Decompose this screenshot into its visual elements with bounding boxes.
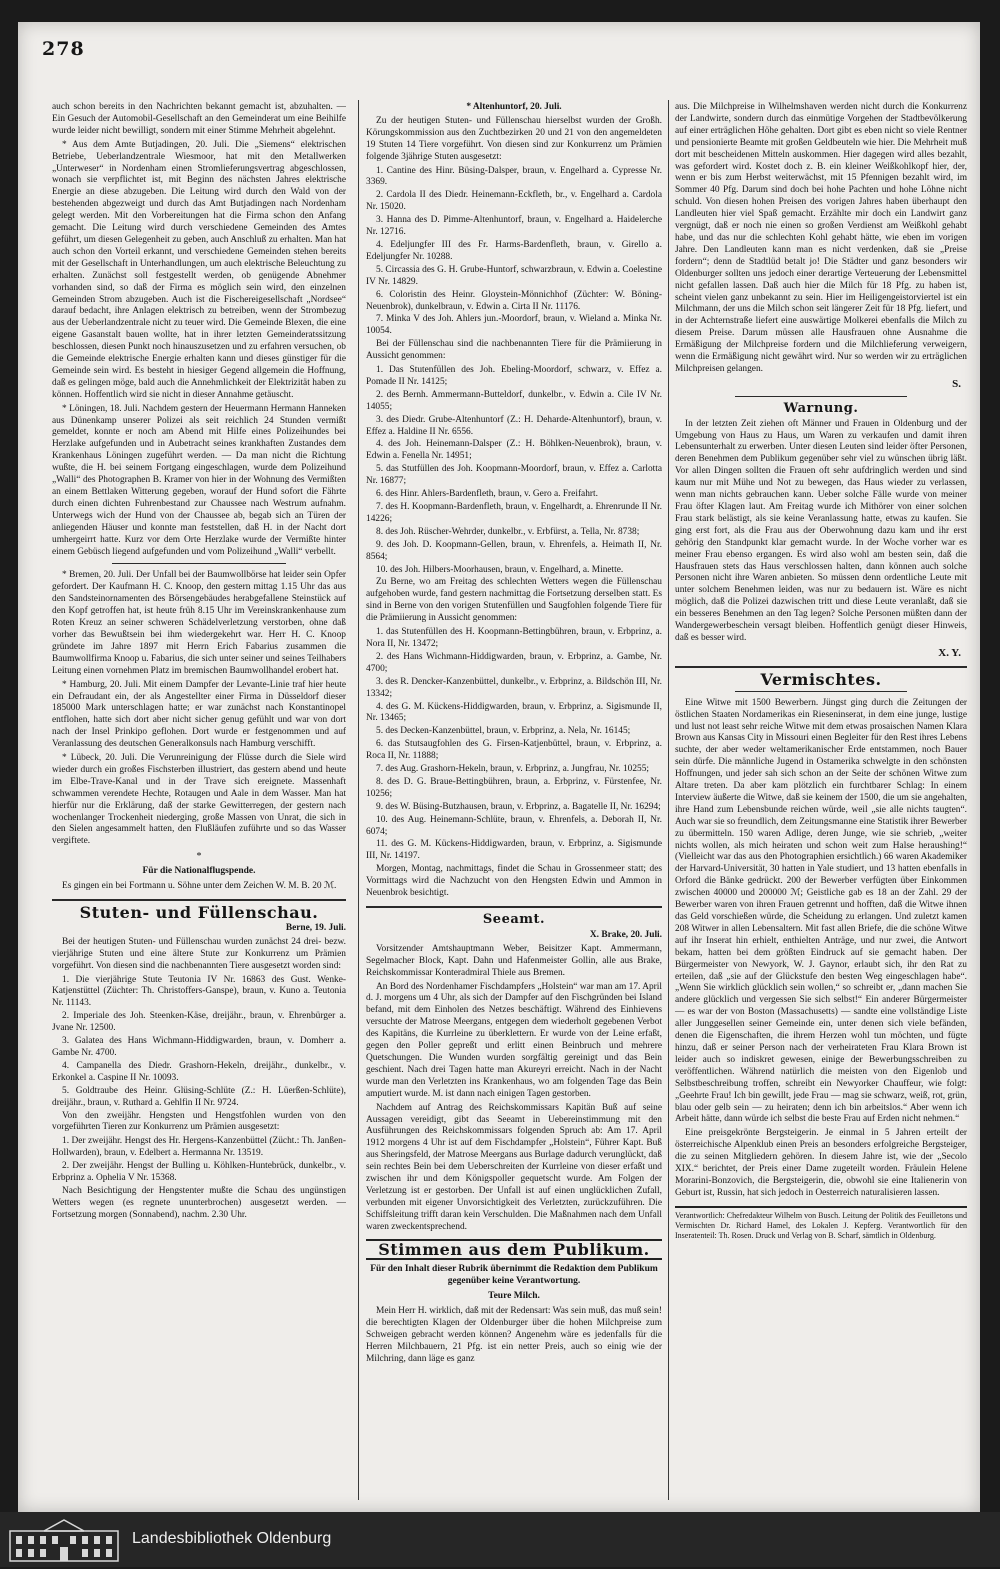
warnung-paragraph: In der letzten Zeit ziehen oft Männer und Frauen in Oldenburg und der Umgebung von Haus zu Haus, um Waren zu verkaufen und damit ihren Lebensunterhalt zu erwerben. Unter diesen Leuten sind leider öfter Personen, deren Benehmen dem Publikum gegenüber sehr viel zu wünschen übrig läßt. Vor allen Dingen sollten die Frauen oft sehr aufdringlich werden und sind kaum nur mit Mühe und Not zu bewegen, das Haus wieder zu verlassen, wenn man nichts gebrauchen kann. Ueber solche Fälle wurde von meiner Frau öfter Klagen laut. Am Freitag wurde ich Mithörer von einer solchen Frau stark belästigt, als sie keine Veranlassung hatte, etwas zu kaufen. Sie ging erst fort, als die Frau aus der Oberwohnung dazu kam und ihr erst gehörig den Standpunkt klar gemacht wurde. In der Woche vorher war es meiner Frau ebenso ergangen. Es wird also wohl am besten sein, daß die Hausfrauen stets das Haus verschlossen halten, dann können auch solche Personen nicht ihre Waren anbieten. So müssen denn ordentliche Leute mit unter solchem Benehmen leiden, was nur zu bedauern ist. Wäre es nicht möglich, daß die Polizei dazwischen tritt und diese Leute veranlaßt, daß sie ein besseres Benehmen an den Tag legen? Solche Personen müßten dann der Wandergewerbeschein versagt bleiben. Hoffentlich genügt dieser Hinweis, daß es besser wird. bbox=[675, 418, 967, 643]
list-item: 3. Galatea des Hans Wichmann-Hiddigwarden, braun, v. Domherr a. Gambe Nr. 4700. bbox=[52, 1036, 346, 1058]
list-item: 10. des Aug. Heinemann-Schlüte, braun, v. Ehrenfels, a. Deborah II, Nr. 6074; bbox=[366, 814, 662, 837]
list-item: 5. Goldtraube des Heinr. Glüsing-Schlüte (Z.: H. Lüerßen-Schlüte), dreijähr., braun, v. Ruthard a. Gehlfin II Nr. 9724. bbox=[52, 1085, 346, 1108]
stuten-dateline: Berne, 19. Juli. bbox=[285, 922, 346, 933]
article-automobile: auch schon bereits in den Nachrichten bekannt gemacht ist, abzuhalten. — Ein Gesuch der Automobil-Gesellschaft an den Gemeinderat um eine Beihilfe wurde leider nicht bewilligt, sondern mit einer Stimme Mehrheit abgelehnt. bbox=[52, 102, 346, 136]
column-1 bbox=[52, 102, 346, 1497]
list-item: 9. des Joh. D. Koopmann-Gellen, braun, v. Ehrenfels, a. Heimath II, Nr. 8564; bbox=[366, 539, 662, 562]
berne-paragraph: Zu Berne, wo am Freitag des schlechten Wetters wegen die Füllenschau aufgehoben wurde, fand gestern nachmittag die Fortsetzung derselben statt. Es sind in Berne von den vorigen Stutenfüllen und Saugfohlen folgende Tiere für die Prämiierung in Aussicht genommen: bbox=[366, 577, 662, 624]
stuten-heading: Stuten- und Füllenschau. bbox=[79, 903, 319, 922]
list-item: 7. des Aug. Grashorn-Hekeln, braun, v. Erbprinz, a. Jungfrau, Nr. 10255; bbox=[376, 764, 650, 775]
list-item: 2. Imperiale des Joh. Steenken-Käse, dreijähr., braun, v. Ehrenbürger a. Jvane Nr. 12500. bbox=[52, 1011, 346, 1034]
column-rule-1 bbox=[358, 100, 359, 1500]
imprint: Verantwortlich: Chefredakteur Wilhelm von Busch. Leitung der Politik des Feuilletons und Vermischten Dr. Richard Hamel, des Lokalen J. Kepferg. Verantwortlich für den Inseratenteil: Th. Rosen. Druck und Verlag von B. Scharf, sämtlich in Oldenburg. bbox=[675, 1206, 967, 1241]
list-item: 2. Der zweijähr. Hengst der Bulling u. Köhlken-Huntebrück, dunkelbr., v. Erbprinz a. Ophelia V Nr. 15368. bbox=[52, 1161, 346, 1184]
list-item: 11. des G. M. Kückens-Hiddigwarden, braun, v. Erbprinz, a. Sigismunde III, Nr. 14197. bbox=[366, 839, 662, 862]
divider bbox=[366, 906, 662, 908]
fund-heading: Für die Nationalflugspende. bbox=[142, 866, 256, 877]
list-item: 1. Der zweijähr. Hengst des Hr. Hergens-Kanzenbüttel (Zücht.: Th. Janßen-Hollwarden), braun, v. Edelbert a. Hermanna Nr. 13519. bbox=[52, 1136, 346, 1159]
milch-continuation: aus. Die Milchpreise in Wilhelmshaven werden nicht durch die Konkurrenz der Landwirte, sondern durch das einmütige Vorgehen der Stadtbevölkerung auf einer erträglichen Höhe gehalten. Dort gibt es eben nicht so viele Rentner und pensionierte Beamte mit großen Geldbeuteln wie hier. Die Mehrheit muß dort mit bescheidenen Mitteln auskommen. Hier dagegen wird alles bezahlt, was gefordert wird. Kostet doch z. B. ein kleiner Weißkohlkopf hier, der, wenn er bis zum Herbst weiterwächst, mit 15 Pfennigen bezahlt wird, im Sommer 40 Pfg. Darum sind doch bei hohe Pachten und hohe Löhne nicht schuld. Von diesen hohen Preisen des vorigen Jahres haben überhaupt den Landleuten hier viel Spaß gemacht. Erzählte mir doch ein Landwirt ganz vergnügt, daß er noch nie einen so großen Verdienst am Weißkohl gehabt habe, und das nur die schlechten Kohl gehabt hätte, wie eben im vorigen Jahre. Den Landleuten kann man es nicht verdenken, daß sie „Preise fordern“; denn de Stadtlüd betalt jo! Die Städter und ganz besonders wir Oldenburger sollten uns jedoch einer derartige Verteuerung der Lebensmittel nicht gefallen lassen. Daß auch hier die Milch für 18 Pfg. zu haben ist, scheint vielen ganz unbekannt zu sein. Hier im Heiligengeistorviertel ist ein Milchmann, der uns die Milch schon seit längerer Zeit für 18 Pfg. liefert, und in der Achternstraße liefert eine auswärtige Molkerei ebenfalls die Milch zu diesem Preise. Darum müssen alle Hausfrauen ohne Ausnahme die Ermäßigung der Milchpreise fordern und die Milchlieferung verweigern, wenn die Ermäßigung nicht gewährt wird. Nur so werden wir zu erträglichen Milchpreisen gelangen. bbox=[675, 102, 967, 374]
teure-milch-paragraph: Mein Herr H. wirklich, daß mit der Redensart: Was sein muß, das muß sein! die berechtigten Klagen der Oldenburger über die hohen Milchpreise zum Schweigen gebracht werden können? Angenehm wäre es jedenfalls für die Herren Milchbauern, 21 Pfg. ist ein netter Preis, auch so einig wie der Milchring, dann läge es ganz bbox=[366, 1306, 662, 1364]
fund-text: Es gingen ein bei Fortmann u. Söhne unter dem Zeichen W. M. B. 20 ℳ. bbox=[62, 881, 337, 892]
divider bbox=[52, 899, 346, 901]
list-item: 5. des Decken-Kanzenbüttel, braun, v. Erbprinz, a. Nela, Nr. 16145; bbox=[376, 726, 631, 737]
seeamt-paragraph: An Bord des Nordenhamer Fischdampfers „Holstein“ war man am 17. April d. J. morgens um 4 Uhr, als sich der Dampfer auf den Fischgründen bei Island befand, mit dem Einholen des Netzes beschäftigt. Während des Einhievens versuchte der Matrose Meergans, entgegen dem wiederholt gegebenen Verbot des Kapitäns, die Kurrleine zu überklettern. Er wurde von der Leine erfaßt, gegen den Poller gepreßt und erlitt einen Beinbruch und mehrere Quetschungen. Die Wunden wurden sorgfältig gereinigt und das Bein geschient. Nach drei Tagen hatte man Akureyri erreicht. Nach in der Nacht wurde man den Verletzten ins Krankenhaus, wo am folgenden Tage das Bein amputiert wurde. M. ist dann nach einigen Tagen gestorben. bbox=[366, 981, 662, 1099]
list-item: 3. des R. Dencker-Kanzenbüttel, dunkelbr., v. Erbprinz, a. Bildschön III, Nr. 13342; bbox=[366, 676, 662, 699]
star-divider: * bbox=[196, 851, 202, 863]
list-item: 6. des Hinr. Ahlers-Bardenfleth, braun, v. Gero a. Freifahrt. bbox=[376, 489, 598, 500]
list-item: 9. des W. Büsing-Butzhausen, braun, v. Erbprinz, a. Bagatelle II, Nr. 16294; bbox=[376, 801, 661, 812]
signature: S. bbox=[952, 377, 961, 390]
list-item: 7. des H. Koopmann-Bardenfleth, braun, v. Engelhardt, a. Ehrenrunde II Nr. 14226; bbox=[366, 502, 662, 524]
list-item: 4. Campanella des Diedr. Grashorn-Hekeln, dreijähr., dunkelbr., v. Erkonkel a. Caspine II Nr. 10093. bbox=[52, 1060, 346, 1083]
stimmen-note: Für den Inhalt dieser Rubrik übernimmt die Redaktion dem Publikum gegenüber keine Verantwortung. bbox=[370, 1264, 658, 1287]
altenhuntorf-intro-2: Bei der Füllenschau sind die nachbenannten Tiere für die Prämiierung in Aussicht genommen: bbox=[366, 339, 662, 362]
list-item: 1. das Stutenfüllen des H. Koopmann-Bettingbühren, braun, v. Erbprinz, a. Nora II, Nr. 13472; bbox=[366, 627, 662, 649]
list-item: 5. das Stutfüllen des Joh. Koopmann-Moordorf, braun, v. Effez a. Carlotta Nr. 16877; bbox=[366, 464, 662, 487]
column-rule-2 bbox=[668, 100, 669, 1500]
stuten-hengst-intro: Von den zweijähr. Hengsten und Hengstfohlen wurden von den vorgeführten Tieren zur Konkurrenz um Prämien ausgesetzt: bbox=[52, 1110, 346, 1133]
vermischtes-paragraph: Eine preisgekrönte Bergsteigerin. Je einmal in 5 Jahren erteilt der österreichische Alpenklub einen Preis an besonders erfolgreiche Bergsteiger, die zu seinen Mitgliedern gehören. In diesem Jahre ist, wie der „Secolo XIX.“ berichtet, der Preis einer Dame zugeteilt worden. Fräulein Helene Morarini-Bonzovich, die Bergsteigerin, die, obwohl sie eine Italienerin von Geburt ist, Russin, hat sich jedoch in Oesterreich naturalisieren lassen. bbox=[675, 1128, 967, 1198]
list-item: 2. des Hans Wichmann-Hiddigwarden, braun, v. Erbprinz, a. Gambe, Nr. 4700; bbox=[366, 651, 662, 674]
teure-milch-heading: Teure Milch. bbox=[488, 1291, 540, 1302]
stuten-end: Nach Besichtigung der Hengstenter mußte die Schau des ungünstigen Wetters wegen (es regnete ununterbrochen) ausgesetzt werden. — Fortsetzung morgen (Sonnabend), nachm. 2.30 Uhr. bbox=[52, 1185, 346, 1220]
building-icon bbox=[4, 1517, 124, 1565]
divider bbox=[735, 691, 907, 692]
list-item: 10. des Joh. Hilbers-Moorhausen, braun, v. Engelhard, a. Minette. bbox=[376, 564, 624, 575]
list-item: 8. des Joh. Rüscher-Wehrder, dunkelbr., v. Erbfürst, a. Tella, Nr. 8738; bbox=[376, 526, 640, 537]
seeamt-dateline: X. Brake, 20. Juli. bbox=[589, 929, 662, 940]
stimmen-heading: Stimmen aus dem Publikum. bbox=[366, 1239, 662, 1261]
altenhuntorf-intro: Zu der heutigen Stuten- und Füllenschau hierselbst wurden der Großh. Körungskommission aus den Zuchtbezirken 20 und 21 von den angemeldeten 19 Stuten 14 Tiere vorgeführt. Von diesen sind zur Konkurrenz um Prämien folgende 3jährige Stuten ausgesetzt: bbox=[366, 115, 662, 162]
divider bbox=[675, 666, 967, 668]
divider bbox=[735, 396, 907, 397]
seeamt-heading: Seeamt. bbox=[482, 912, 546, 927]
berne-end: Morgen, Montag, nachmittags, findet die Schau in Grossenmeer statt; des Vormittags wird die Nachzucht von den Hengsten Edwin und Ammon in Neuenbrok besichtigt. bbox=[366, 864, 662, 899]
signature: X. Y. bbox=[938, 646, 961, 659]
vermischtes-heading: Vermischtes. bbox=[760, 669, 882, 689]
vermischtes-paragraph: Eine Witwe mit 1500 Bewerbern. Jüngst ging durch die Zeitungen der östlichen Staaten Nordamerikas ein Rieseninserat, in dem eine junge, lustige und lust not least sehr reiche Witwe mit dem etwas prosaischen Namen Klara Brown aus Kansas City in Missouri einen Begleiter für den Rest ihres Lebens suchte, der aber weder weltamerikanischer Erde entstammen, noch Bauer sein dürfe. Die männliche Jugend in Ostamerika schwelgte in den schönsten Hoffnungen, und jeder sah sich schon an der Seite der schönen Witwe zum Altare treten. Da aber kam plötzlich ein furchtbarer Schlag: In einem Interview äußerte die Witwe, daß sie keinem der 1500, die um sie angehalten, ihre Hand zum Lebensbunde reichen würde, weil „sie alle nichts taugten“. Auch war sie so freundlich, dem Zeitungsmanne eine Statistik ihrer Bewerber zu übermitteln. 150 waren Adlige, deren Junge, wie sie schrieb, „weiter nichts wollen, als mich heiraten und schon weit zum Halse heraushing!“ (Vielleicht war das aus den Photographien ersichtlich.) 66 waren Akademiker der Harvard-Universität, 30 hatten in Yale studiert, und 13 hatten ebenfalls in Orford die Bänke gedrückt. 200 der Bewerber verfügten über Einkommen zwischen 40000 und 200000 ℳ; Geistliche gab es 18 an der Zahl. 29 der Bewerber waren von ihren Frauen getrennt und hofften, daß die Witwe ihnen das Geld vorschießen würde, die Scheidung zu erlangen. Und zuletzt kamen 208 Witwer in allen Lebensaltern. Mit fast allen Briefe, die die schöne Witwe auf ihr Inserat hin erhielt, enthielten Anträge, und nur zwei, die Antwort bekam, hatten bei dem größten Eindruck auf sie gemacht haben. Der Bürgermeister von Newyork, W. J. Gaynor, erlaubt sich, ihr den Rat zu erteilen, daß „sie auf der Glückstufe den besten Weg eingeschlagen habe“. „Wenn Sie wirklich glücklich sein wollen,“ so schreibt er, „dann machen Sie andere glücklich und vergessen Sie sich selbst!“ Ein anderer Bürgermeister — es war der von Boston (Massachusetts) — sandte eine vollständige Liste aller Junggesellen seiner Gemeinde ein, unter denen sich viele befänden, denen die Eigenschaften, die ihrem Herzen wohl tun möchten, und fügte hinzu, daß er seiner Person nach der verheirateten Frau Klara Brown ist leider auch so indiskret gewesen, einige der Bewerbungsschreiben zu veröffentlichen. Während natürlich die meisten von den Eigenlob und Selbstbeschreibung troffen, schreibt ein Newyorker Chauffeur, wie folgt: „Geehrte Frau! Ich bin gewillt, jede Frau — mag sie schwarz, weiß, rot, grün, blau oder gelb sein — zu heiraten; denn ich bin arbeitslos.“ Aber wenn ich Arbeit hätte, dann würde ich selbst die beste Frau auf Erden nicht nehmen.“ bbox=[675, 697, 967, 1125]
newspaper-page bbox=[18, 22, 980, 1512]
list-item: 4. des G. M. Kückens-Hiddigwarden, braun, v. Erbprinz, a. Sigismunde II, Nr. 13465; bbox=[366, 701, 662, 724]
list-item: 3. des Diedr. Grube-Altenhuntorf (Z.: H. Deharde-Altenhuntorf), braun, v. Effez a. Haldine II Nr. 6556. bbox=[366, 414, 662, 437]
list-item: 1. Die vierjährige Stute Teutonia IV Nr. 16863 des Gust. Wenke-Katjenstüttel (Züchter: Th. Christoffers-Ganspe), braun, v. Kuno a. Teutonia Nr. 11143. bbox=[52, 974, 346, 1009]
list-item: 1. Cantine des Hinr. Büsing-Dalsper, braun, v. Engelhard a. Cypresse Nr. 3369. bbox=[366, 165, 662, 188]
list-item: 2. des Bernh. Ammermann-Butteldorf, dunkelbr., v. Edwin a. Cile IV Nr. 14055; bbox=[366, 389, 662, 412]
list-item: 2. Cardola II des Diedr. Heinemann-Eckfleth, br., v. Engelhard a. Cardola Nr. 15020. bbox=[366, 190, 662, 213]
altenhuntorf-dateline: * Altenhuntorf, 20. Juli. bbox=[466, 102, 562, 112]
divider bbox=[112, 563, 286, 564]
list-item: 4. des Joh. Heinemann-Dalsper (Z.: H. Böhlken-Neuenbrok), braun, v. Edwin a. Fenella Nr. 14951; bbox=[366, 439, 662, 462]
page-number: 278 bbox=[42, 38, 85, 60]
warnung-heading: Warnung. bbox=[783, 400, 859, 416]
list-item: 5. Circassia des G. H. Grube-Huntorf, schwarzbraun, v. Edwin a. Coelestine IV Nr. 14829. bbox=[366, 264, 662, 287]
article-luebeck: * Lübeck, 20. Juli. Die Verunreinigung der Flüsse durch die Siele wird wieder durch ein großes Fischsterben illustriert, das gestern abend und heute im Elbe-Trave-Kanal und in der Trave sich ereignete. Massenhaft schwammen verendete Hechte, Rotaugen und Aale in dem Wasser. Man hat hierfür nur die Erklärung, daß der starke Gewitterregen, der gestern nach wochenlanger Trockenheit niederging, große Massen von Unrat, die sich in den Sielen angesammelt hatten, den Flußläufen zuführte und so das Wasser vergiftete. bbox=[52, 753, 346, 847]
seeamt-paragraph: Nachdem auf Antrag des Reichskommissars Kapitän Buß auf seine Aussagen vereidigt, gibt das Seeamt in Uebereinstimmung mit den Ausführungen des Reichskommissars folgenden Spruch ab: Am 17. April 1912 morgens 4 Uhr ist auf dem Fischdampfer „Holstein“, Führer Kapt. Buß aus Sheringsfeld, der Matrose Meergans aus Burlage dadurch verunglückt, daß sein rechtes Bein bei dem Ueberschreiten der Kurrleine von dieser erfaßt und zwischen ihr und dem Königspoller gequetscht wurde. Am Folgen der Verletzung ist er gestorben. Der Unfall ist auf einen unglücklichen Zufall, verbunden mit eigener Unvorsichtigkeit des Verletzten, zurückzuführen. Die Schiffsleitung trifft daran kein Verschulden. Die Maßnahmen nach dem Unfall waren zweckentsprechend. bbox=[366, 1102, 662, 1232]
article-hamburg: * Hamburg, 20. Juli. Mit einem Dampfer der Levante-Linie traf hier heute ein Defraudant ein, der als Angestellter einer Firma in Düsseldorf dieser 185000 Mark unterschlagen hatte; er war zunächst nach Konstantinopel entflohen, hatte sich dort aber nicht sicher genug gefühlt und war von dort nach der Insel Prinkipo geflohen. Dort wurde er festgenommen und auf Veranlassung des deutschen Generalkonsuls nach Hamburg verschifft. bbox=[52, 679, 346, 750]
list-item: 8. des D. G. Braue-Bettingbühren, braun, a. Erbprinz, v. Fürstenfee, Nr. 10256; bbox=[366, 776, 662, 799]
article-loeningen: * Löningen, 18. Juli. Nachdem gestern der Heuermann Hermann Hanneken aus Dünenkamp unserer Polizei als seit reichlich 24 Stunden vermißt gemeldet, konnte er noch am Abend mit Hilfe eines Polizeihundes bei Herzlake aufgefunden und in Aubetracht seines krankhaften Zustandes dem Krankenhaus Löningen zugeführt werden. — Da man nicht die Richtung wußte, die H. bei seinem Fortgang eingeschlagen, wurde dem Polizeihund „Walli“ des Photographen B. Kramer von hier in der Wohnung des Vermißten an einem Bettlaken Witterung gegeben, worauf der Hund sofort die Fährte durch einen dichten Fuhrenbestand zur Chaussee nach Westrum aufnahm. Unterwegs wich der Hund von der Chaussee ab, begab sich an Türen der anliegenden Häuser und konnte man feststellen, daß H. in der Nacht dort umhergeirrt hatte. Kurz vor dem Orte Herzlake wurde der Vermißte hinter einem Gebüsch liegend aufgefunden und vom Polizeihund „Walli“ verbellt. bbox=[52, 403, 346, 557]
library-name: Landesbibliothek Oldenburg bbox=[132, 1530, 332, 1547]
column-2 bbox=[366, 102, 662, 1497]
article-butjadingen: * Aus dem Amte Butjadingen, 20. Juli. Die „Siemens“ elektrischen Betriebe, Ueberlandzentrale Wiesmoor, hat mit den Metallwerken „Unterweser“ in Nordenham einen Stromlieferungsvertrag abgeschlossen, wonach sie verpflichtet ist, mit Beginn des nächsten Jahres elektrische Energie an diese abzugeben. Die Leitung wird durch den Wald von der bestehenden abgezweigt und durch das Amt Butjadingen nach Nordenham gelegt werden. Mit den Vorbereitungen hat die Firma schon den Anfang gemacht. Die Leitung wird durch verschiedene Gemeinden des Amtes geführt, um diesen Gelegenheit zu geben, auch Anschluß zu erhalten. Man hat auch schon den Vorteil erkannt, und verschiedene Gemeinden stehen bereits mit der Gesellschaft in Unterhandlungen, um auch elektrische Beleuchtung zu erhalten. Zunächst soll festgestellt werden, ob genügende Abnehmer vorhanden sind, so daß der Firma es möglich sein wird, den einzelnen Gemeinden Strom abzugeben. Auch ist die Fischereigesellschaft „Nordsee“ darauf bedacht, ihre Anlagen elektrisch zu betreiben, wenn der Strombezug aus der Ueberlandzentrale nicht zu teuer wird. Die Gemeinde Blexen, die eine eigene Gasanstalt bauen wollte, hat in ihrer letzten Gemeinderatssitzung beschlossen, diesen Punkt noch hinauszusetzen und zu erfahren versuchen, ob die Gemeinde elektrische Energie erhalten kann und dieses günstiger für die Gemeinde sein wird. Es besteht in hiesiger Gegend allgemein die Hoffnung, daß es gelingen möge, bald auch die Annehmlichkeit der Elektrizität haben zu können. Hoffentlich wird sie nicht in dieser Annahme getäuscht. bbox=[52, 139, 346, 400]
article-bremen: * Bremen, 20. Juli. Der Unfall bei der Baumwollbörse hat leider sein Opfer gefordert. Der Kaufmann H. C. Knoop, den gestern mittag 1.15 Uhr das aus den Sandsteinornamenten des Börsengebäudes herabgefallene Steinstück auf den Kopf getroffen hat, ist heute früh 8.15 Uhr im Vereinskrankenhause zum Roten Kreuz an seiner schweren Schädelverletzung verstorben, ohne daß vorher das Bewußtsein bei ihm wiedergekehrt war. Herr H. C. Knoop gründete im Jahre 1897 mit Herrn Erich Fabarius zusammen die Baumwollfirma Knoop u. Fabarius, die sich unter seiner und seines Teilhabers Leitung einen vornehmen Platz im bremischen Baumwollhandel erobert hat. bbox=[52, 570, 346, 676]
list-item: 6. Coloristin des Heinr. Gloystein-Mönnichhof (Züchter: W. Böning-Neuenbrok), dunkelbraun, v. Edwin a. Cirta II Nr. 11176. bbox=[366, 289, 662, 312]
seeamt-paragraph: Vorsitzender Amtshauptmann Weber, Beisitzer Kapt. Ammermann, Segelmacher Block, Kapt. Dahn und Hafenmeister Gollin, alle aus Brake, Reichskommissar Konteradmiral Thiele aus Bremen. bbox=[366, 943, 662, 978]
list-item: 6. das Stutsaugfohlen des G. Firsen-Katjenbüttel, braun, v. Erbprinz, a. Roca II, Nr. 11888; bbox=[366, 739, 662, 762]
column-3 bbox=[675, 102, 967, 1497]
list-item: 4. Edeljungfer III des Fr. Harms-Bardenfleth, braun, v. Girello a. Edeljungfer Nr. 10288. bbox=[366, 239, 662, 262]
list-item: 3. Hanna des D. Pimme-Altenhuntorf, braun, v. Engelhard a. Haidelerche Nr. 12716. bbox=[366, 215, 662, 238]
stuten-intro: Bei der heutigen Stuten- und Füllenschau wurden zunächst 24 drei- bezw. vierjährige Stuten und eine ältere Stute zur Konkurrenz um Prämien vorgeführt. Von diesen sind die nachbenannten Tiere ausgesetzt worden sind: bbox=[52, 936, 346, 971]
list-item: 7. Minka V des Joh. Ahlers jun.-Moordorf, braun, v. Wieland a. Minka Nr. 10054. bbox=[366, 314, 662, 337]
list-item: 1. Das Stutenfüllen des Joh. Ebeling-Moordorf, schwarz, v. Effez a. Pomade II Nr. 14125; bbox=[366, 365, 662, 387]
